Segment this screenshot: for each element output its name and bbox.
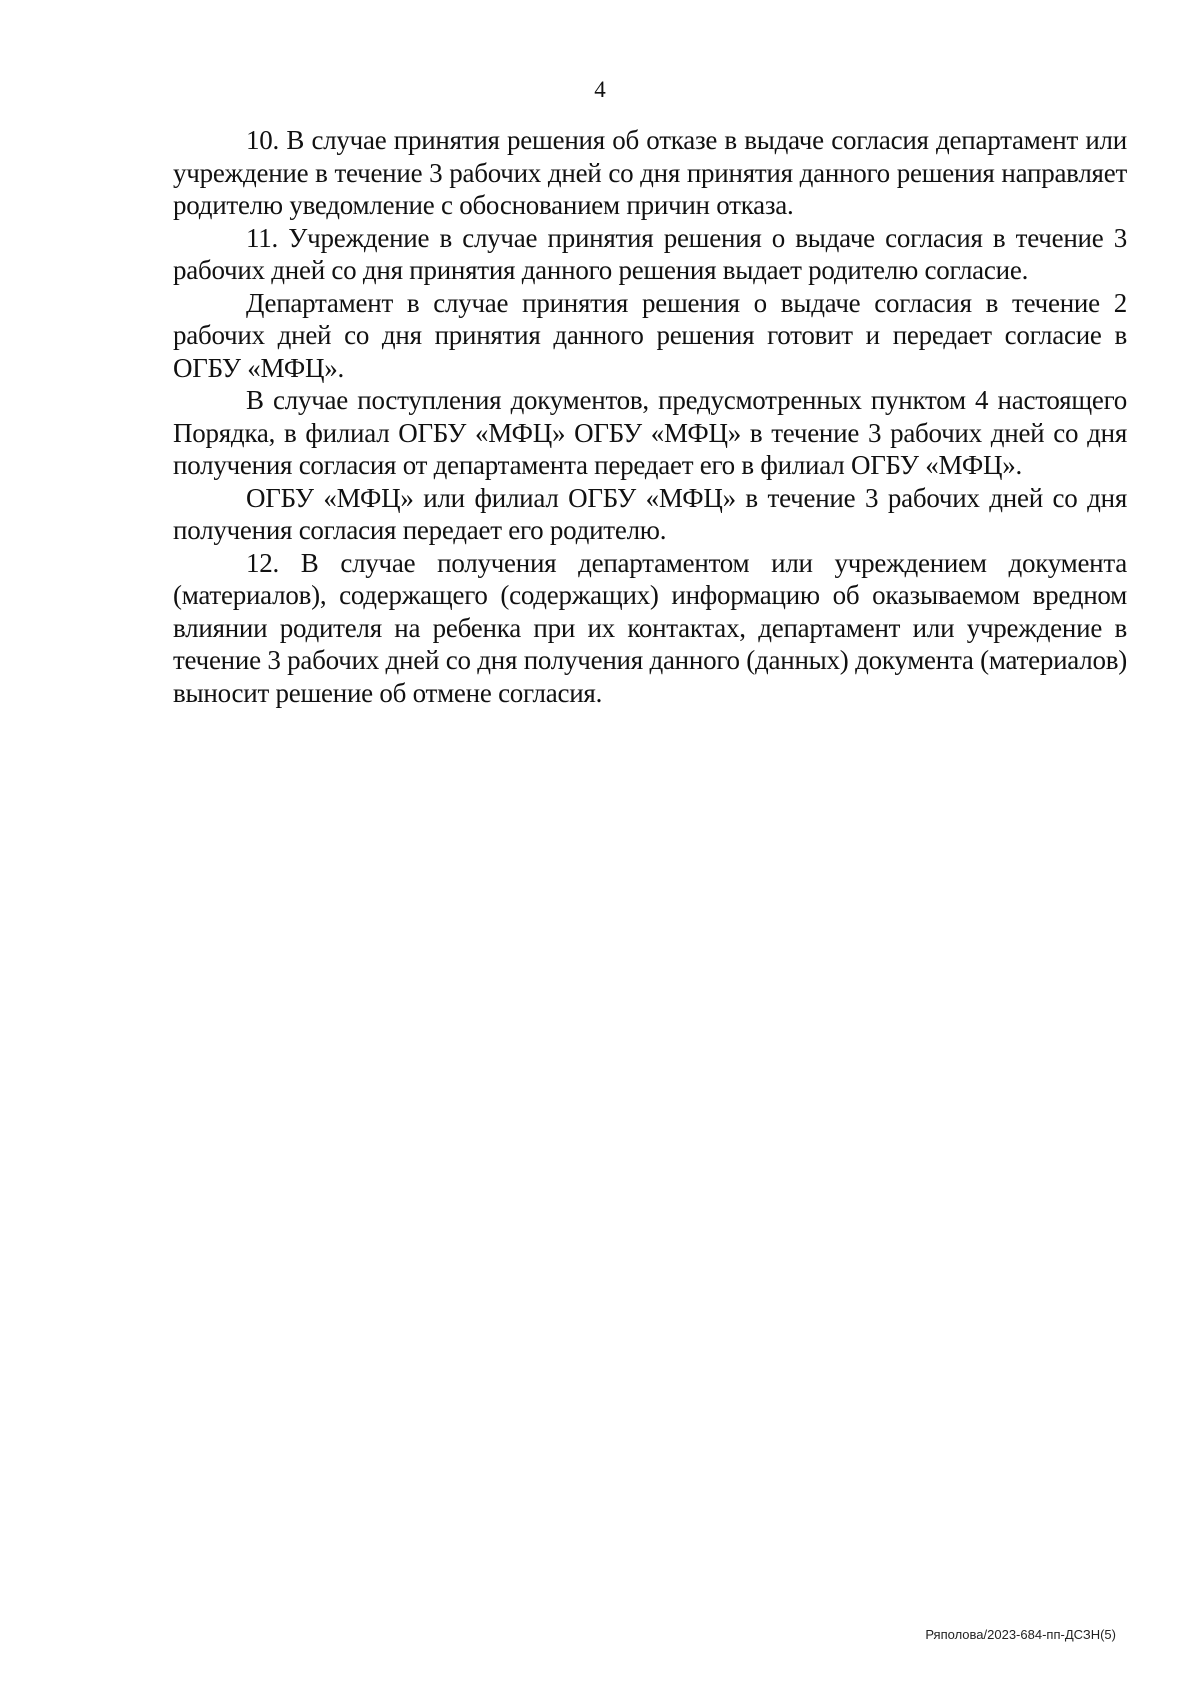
paragraph-department: Департамент в случае принятия решения о выдаче согласия в течение 2 рабочих дней со дня принятия данного решения готовит и передает согласие в ОГБУ «МФЦ».: [173, 287, 1127, 383]
paragraph-12: 12. В случае получения департаментом или учреждением документа (материалов), содержащего (содержащих) информацию об оказываемом вредном влиянии родителя на ребенка при их контактах, департамент или учреждение в течение 3 рабочих дней со дня получения данного (данных) документа (материалов) выносит решение об отмене согласия.: [173, 547, 1127, 708]
paragraph-mfc-transfer: ОГБУ «МФЦ» или филиал ОГБУ «МФЦ» в течение 3 рабочих дней со дня получения согласия передает его родителю.: [173, 482, 1127, 545]
paragraph-11: 11. Учреждение в случае принятия решения о выдаче согласия в течение 3 рабочих дней со дня принятия данного решения выдает родителю согласие.: [173, 222, 1127, 285]
page-number: 4: [594, 77, 606, 102]
footer-document-reference: Ряполова/2023-684-пп-ДСЗН(5): [925, 1627, 1116, 1642]
paragraph-10: 10. В случае принятия решения об отказе в выдаче согласия департамент или учреждение в течение 3 рабочих дней со дня принятия данного решения направляет родителю уведомление с обоснованием причин отказа.: [173, 125, 1127, 220]
document-body: [173, 124, 1127, 709]
paragraph-documents-receipt: В случае поступления документов, предусмотренных пунктом 4 настоящего Порядка, в филиал ОГБУ «МФЦ» ОГБУ «МФЦ» в течение 3 рабочих дней со дня получения согласия от департамента передает его в филиал ОГБУ «МФЦ».: [173, 385, 1127, 480]
